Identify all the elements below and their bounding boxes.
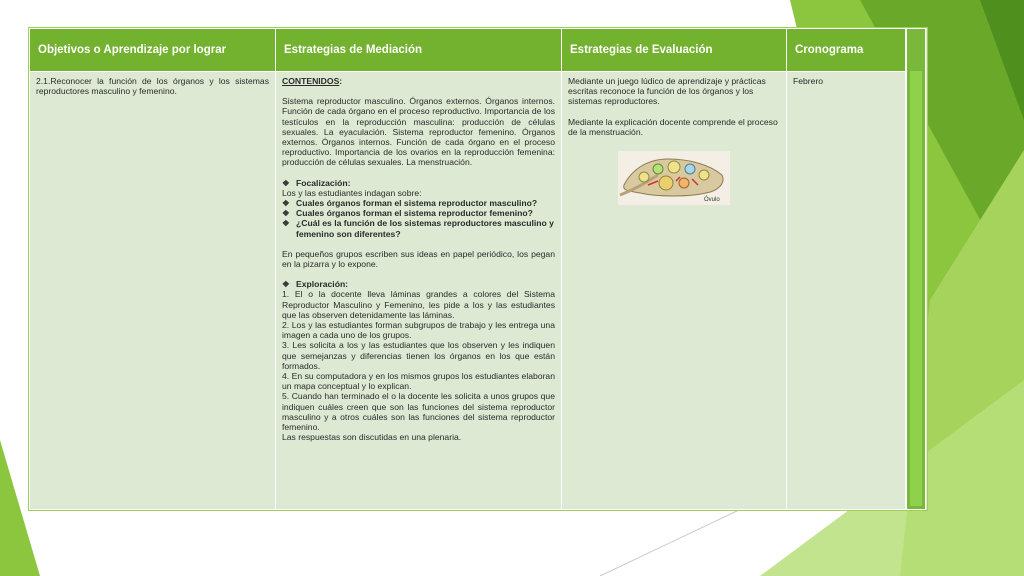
evaluation-cell — [562, 72, 787, 510]
list-item: ❖ ¿Cuál es la función de los sistemas reproductores masculino y femenino son diferentes? — [282, 218, 554, 239]
contents-text: Sistema reproductor masculino. Órganos externos. Órganos internos. Función de cada órgano en el proceso reproductivo. Importancia de los testículos en la reproducción masculina: producción de células sexuales. La eyaculación. Sistema reproductor femenino. Órganos externos. Órganos internos. Función de cada órgano en el proceso reproductivo. Importancia de los ovarios en la reproducción femenina: producción de células sexuales. La menstruación. — [282, 96, 555, 168]
diamond-bullet-icon: ❖ — [282, 218, 290, 229]
exploration-step: 2. Los y las estudiantes forman subgrupos de trabajo y les entrega una imagen a cada uno de los grupos. — [282, 320, 555, 341]
groups-text: En pequeños grupos escriben sus ideas en papel periódico, los pegan en la pizarra y lo expone. — [282, 248, 555, 270]
exploration-step: Las respuestas son discutidas en una plenaria. — [282, 432, 462, 443]
header-schedule: Cronograma — [787, 29, 906, 72]
schedule-text: Febrero — [793, 76, 824, 86]
exploration-step: 5. Cuando han terminado el o la docente les solicita a unos grupos que indiquen cuáles creen que son las funciones del sistema reproductor masculino y a otros cuáles son las funciones del sistema reproductor femenino. — [282, 391, 555, 433]
diamond-bullet-icon: ❖ — [282, 208, 290, 219]
exploration-step: 4. En su computadora y en los mismos grupos los estudiantes elaboran un mapa conceptual y lo explican. — [282, 371, 555, 392]
objective-cell — [30, 72, 276, 510]
planning-table — [29, 28, 906, 510]
table-header-row — [30, 29, 906, 72]
focus-intro: Los y las estudiantes indagan sobre: — [282, 187, 422, 198]
list-item: ❖ Cuales órganos forman el sistema reproductor masculino? — [282, 198, 538, 209]
side-strip — [906, 28, 926, 510]
ovary-label: Óvulo — [704, 197, 720, 204]
header-mediation: Estrategias de Mediación — [276, 29, 562, 72]
schedule-cell — [787, 72, 906, 510]
objective-text: 2.1.Reconocer la función de los órganos y los sistemas reproductores masculino y femenino. — [36, 76, 269, 97]
table-row — [30, 72, 906, 510]
focus-heading-item — [282, 178, 555, 188]
focus-heading: Focalización: — [296, 177, 351, 188]
diamond-bullet-icon: ❖ — [282, 177, 290, 188]
diamond-bullet-icon: ❖ — [282, 279, 290, 290]
contents-heading: CONTENIDOS — [282, 76, 340, 86]
list-item: ❖ Cuales órganos forman el sistema reproductor femenino? — [282, 208, 533, 219]
diamond-bullet-icon: ❖ — [282, 198, 290, 209]
exploration-heading: Exploración: — [296, 279, 349, 290]
mediation-cell: CONTENIDOS: Sistema reproductor masculino. Órganos externos. Órganos internos. Función de cada órgano en el proceso reproductivo. Importancia de los testículos en la reproducción masculina: producción de células sexuales. La eyaculación. Sistema reproductor femenino. Órganos externos. Órganos internos. Función de cada órgano en el proceso reproductivo. Importancia de los ovarios en la reproducción femenina: producción de células sexuales. La menstruación. ❖ Focalización: Los y las estudiantes indagan sobre: ❖ Cuales órganos forman el sistema reproductor masculino? ❖ Cuales órganos forman el sistema reproductor femenino? ❖ ¿Cuál es la función de los sistemas reproductores masculino y femenino son diferentes? En pequeños grupos escriben sus ideas en papel periódico, los pegan en la pizarra y lo expone. ❖ Exploración: 1. El o la docente lleva láminas grandes a colores del Sistema Reproductor Masculino y Femenino, les pide a los y las estudiantes que las observen detenidamente las láminas. 2. Los y las estudiantes forman subgrupos de trabajo y les entrega una imagen a cada uno de los grupos. 3. Les solicita a los y las estudiantes que los observen y les indiquen que semejanzas y diferencias tienen los órganos en los que están formados. 4. En su computadora y en los mismos grupos los estudiantes elaboran un mapa conceptual y lo explican. 5. Cuando han terminado el o la docente les solicita a unos grupos que indiquen cuáles creen que son las funciones del sistema reproductor masculino y a otros cuáles son las funciones del sistema reproductor femenino. Las respuestas son discutidas en una plenaria. — [276, 72, 562, 510]
evaluation-text: Mediante un juego lúdico de aprendizaje y prácticas escritas reconoce la función de los órganos y los sistemas reproductores. — [568, 76, 766, 107]
ovary-illustration — [618, 151, 730, 205]
header-objectives: Objetivos o Aprendizaje por lograr — [30, 29, 276, 72]
header-evaluation: Estrategias de Evaluación — [562, 29, 787, 72]
exploration-step: 3. Les solicita a los y las estudiantes que los observen y les indiquen que semejanzas y diferencias tienen los órganos en los que están formados. — [282, 340, 555, 371]
evaluation-text: Mediante la explicación docente comprende el proceso de la menstruación. — [568, 116, 778, 137]
exploration-heading-item — [282, 279, 555, 289]
exploration-step: 1. El o la docente lleva láminas grandes a colores del Sistema Reproductor Masculino y Femenino, les pide a los y las estudiantes que las observen detenidamente las láminas. — [282, 289, 555, 320]
